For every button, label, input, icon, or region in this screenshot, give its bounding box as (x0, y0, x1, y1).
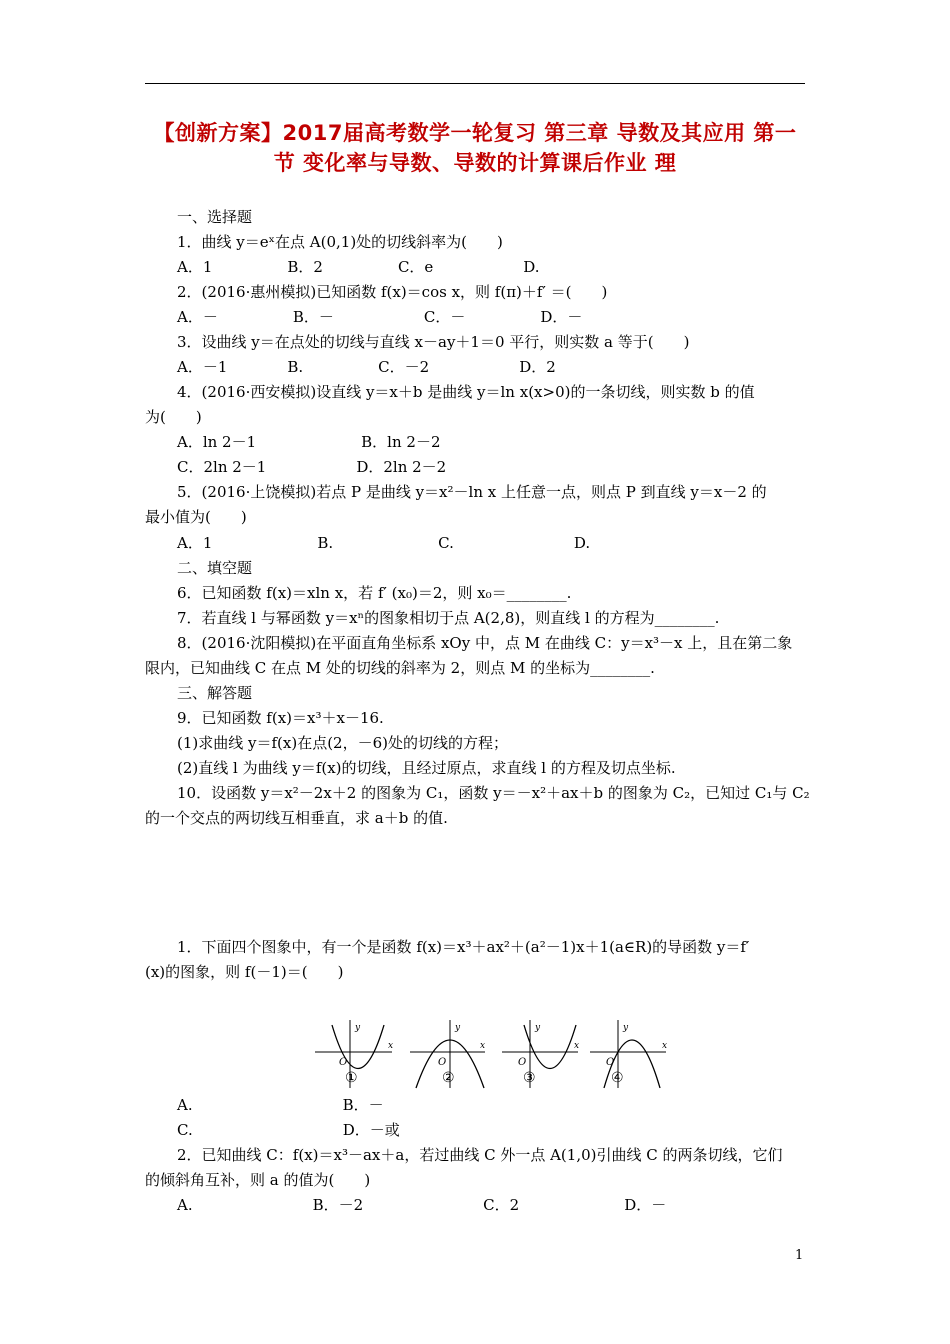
text-line: 9．已知函数 f(x)＝x³＋x－16. (177, 709, 384, 727)
page-number: 1 (795, 1248, 804, 1263)
text-line: 6．已知函数 f(x)＝xln x，若 f′ (x₀)＝2，则 x₀＝________. (177, 584, 572, 602)
text-line: 1．下面四个图象中，有一个是函数 f(x)＝x³＋ax²＋(a²－1)x＋1(a∈R)的导函数 y＝f′ (177, 938, 750, 956)
text-line: A．1 B．2 C．e D. (177, 258, 540, 276)
text-line: C．2ln 2－1 D．2ln 2－2 (177, 458, 447, 476)
axis-y-label: y (355, 1023, 361, 1033)
page-title (145, 118, 805, 178)
axis-x-label: x (480, 1041, 486, 1051)
origin-label: O (339, 1057, 348, 1068)
text-line: 2．(2016·惠州模拟)已知函数 f(x)＝cos x，则 f(π)＋f′ ＝( ) (177, 283, 608, 301)
text-line: A．ln 2－1 B．ln 2－2 (177, 433, 441, 451)
text-line: 2．已知曲线 C：f(x)＝x³－ax＋a，若过曲线 C 外一点 A(1,0)引曲线 C 的两条切线，它们 (177, 1146, 783, 1164)
text-line: 10．设函数 y＝x²－2x＋2 的图象为 C₁，函数 y＝－x²＋ax＋b 的图象为 C₂，已知过 C₁与 C₂ (177, 784, 810, 802)
graph-4 (590, 1020, 667, 1088)
text-line: 5．(2016·上饶模拟)若点 P 是曲线 y＝x²－ln x 上任意一点，则点 P 到直线 y＝x－2 的 (177, 483, 767, 501)
graph-label-2: ② (442, 1070, 455, 1086)
text-line: (2)直线 l 为曲线 y＝f(x)的切线，且经过原点，求直线 l 的方程及切点坐标. (177, 759, 676, 777)
axis-x-label: x (574, 1041, 580, 1051)
text-line: A．－1 B. C．－2 D．2 (177, 358, 556, 376)
graph-label-4: ④ (611, 1070, 624, 1086)
axis-y-label: y (535, 1023, 541, 1033)
text-line: C. D．－或 (177, 1121, 400, 1139)
text-line: 限内，已知曲线 C 在点 M 处的切线的斜率为 2，则点 M 的坐标为________. (145, 659, 655, 677)
axis-y-label: y (623, 1023, 629, 1033)
text-line: 7．若直线 l 与幂函数 y＝xⁿ的图象相切于点 A(2,8)，则直线 l 的方程为________. (177, 609, 720, 627)
axis-x-label: x (388, 1041, 394, 1051)
origin-label: O (438, 1057, 447, 1068)
text-line: 的倾斜角互补，则 a 的值为( ) (145, 1171, 371, 1189)
text-line: (x)的图象，则 f(－1)＝( ) (145, 963, 344, 981)
text-line: 4．(2016·西安模拟)设直线 y＝x＋b 是曲线 y＝ln x(x>0)的一条切线，则实数 b 的值 (177, 383, 755, 401)
header-rule (145, 83, 805, 84)
graph-label-3: ③ (523, 1070, 536, 1086)
text-line: 3．设曲线 y＝在点处的切线与直线 x－ay＋1＝0 平行，则实数 a 等于( ) (177, 333, 690, 351)
text-line: 最小值为( ) (145, 508, 247, 526)
axis-y-label: y (455, 1023, 461, 1033)
text-line: 的一个交点的两切线互相垂直，求 a＋b 的值. (145, 809, 448, 827)
graph-label-1: ① (345, 1070, 358, 1086)
text-line: A．－ B．－ C．－ D．－ (177, 308, 583, 326)
text-line: (1)求曲线 y＝f(x)在点(2，－6)处的切线的方程； (177, 734, 508, 752)
text-line: 二、填空题 (177, 559, 253, 577)
origin-label: O (518, 1057, 527, 1068)
text-line: A．1 B. C. D. (177, 534, 591, 552)
text-line: 三、解答题 (177, 684, 253, 702)
title-line-2: 节 变化率与导数、导数的计算课后作业 理 (273, 151, 677, 175)
text-line: A. B．－ (177, 1096, 384, 1114)
text-line: A. B．－2 C．2 D．－ (177, 1196, 667, 1214)
title-line-1: 【创新方案】2017届高考数学一轮复习 第三章 导数及其应用 第一 (153, 121, 797, 145)
text-line: 1．曲线 y＝eˣ在点 A(0,1)处的切线斜率为( ) (177, 233, 503, 251)
text-line: 为( ) (145, 408, 202, 426)
graph-3 (502, 1020, 579, 1088)
text-line: 8．(2016·沈阳模拟)在平面直角坐标系 xOy 中，点 M 在曲线 C：y＝x³－x 上，且在第二象 (177, 634, 793, 652)
axis-x-label: x (662, 1041, 668, 1051)
origin-label: O (606, 1057, 615, 1068)
text-line: 一、选择题 (177, 208, 253, 226)
